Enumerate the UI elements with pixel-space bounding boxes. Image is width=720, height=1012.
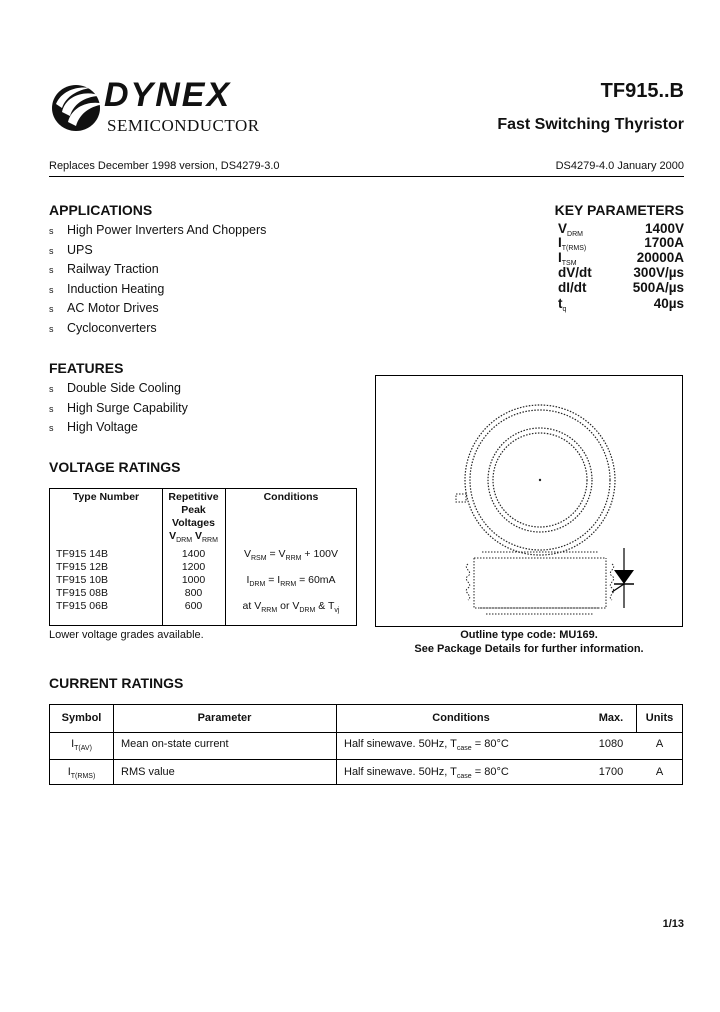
brand-name: DYNEX	[104, 76, 232, 114]
col-header-parameter: Parameter	[197, 712, 252, 724]
key-param-row: dI/dt 500A/µs	[558, 280, 684, 295]
key-param-row: $I_{TSM}$ 20000A	[558, 250, 684, 267]
col-header-conditions: Conditions	[432, 712, 490, 724]
features-title: FEATURES	[49, 360, 124, 376]
product-subtitle: Fast Switching Thyristor	[497, 116, 684, 133]
key-param-row: dV/dt 300V/µs	[558, 265, 684, 280]
key-param-row: $t_q$ 40µs	[558, 296, 684, 313]
parameter-cell: Mean on-state current	[121, 738, 229, 750]
voltage-ratings-table	[49, 488, 357, 626]
page-number: 1/13	[662, 918, 684, 930]
col-header-max: Max.	[598, 712, 624, 724]
dynex-logo-mark	[48, 82, 108, 134]
voltage-cell: 1200	[181, 561, 206, 573]
voltage-cell: 1000	[181, 574, 206, 586]
type-cell: TF915 08B	[56, 587, 108, 599]
max-cell: 1700	[598, 766, 624, 778]
list-item: s UPS	[49, 242, 93, 257]
package-caption-1: Outline type code: MU169.	[460, 629, 598, 641]
voltage-ratings-title: VOLTAGE RATINGS	[49, 459, 181, 475]
current-ratings-title: CURRENT RATINGS	[49, 675, 184, 691]
type-cell: TF915 10B	[56, 574, 108, 586]
list-item: s High Power Inverters And Choppers	[49, 223, 267, 237]
col-header-type: Type Number	[72, 491, 140, 503]
symbol-cell: $I_{T(AV)}$	[71, 738, 92, 752]
part-number: TF915..B	[600, 80, 684, 102]
condition-cell: Half sinewave. 50Hz, $T_{case} = 80^\circ C$	[344, 766, 509, 780]
voltage-column	[162, 548, 225, 613]
condition-1: $V_{RSM} = V_{RRM} + 100V$	[243, 548, 338, 562]
table-row	[50, 766, 682, 782]
type-cell: TF915 06B	[56, 600, 108, 612]
type-column	[56, 548, 108, 613]
col-header-symbol: Symbol	[61, 712, 102, 724]
key-param-row: $V_{DRM}$ 1400V	[558, 221, 684, 238]
list-item: s Double Side Cooling	[49, 381, 181, 395]
type-cell: TF915 14B	[56, 548, 108, 560]
list-item: s High Voltage	[49, 420, 138, 435]
col-header-voltages: Repetitive Peak Voltages $V_{DRM}$ $V_{RRM}$	[168, 491, 219, 544]
key-param-row: $I_{T(RMS)}$ 1700A	[558, 235, 684, 252]
thyristor-symbol-icon	[609, 548, 639, 608]
list-item: s Cycloconverters	[49, 320, 157, 335]
features-list	[49, 381, 188, 440]
package-caption-2: See Package Details for further information.	[414, 643, 644, 655]
parameter-cell: RMS value	[121, 766, 175, 778]
list-item: s High Surge Capability	[49, 400, 188, 415]
brand-sub: SEMICONDUCTOR	[107, 116, 260, 135]
list-item: s Railway Traction	[49, 262, 159, 277]
header-divider	[49, 176, 684, 177]
symbol-cell: $I_{T(RMS)}$	[67, 766, 96, 780]
unit-cell: A	[655, 766, 664, 778]
voltage-note: Lower voltage grades available.	[49, 629, 204, 641]
applications-list	[49, 223, 266, 341]
current-ratings-table	[49, 704, 683, 785]
condition-3: at $V_{RRM}$ or $V_{DRM}$ & $T_{vj}$	[242, 600, 340, 614]
voltage-cell: 600	[184, 600, 203, 612]
list-item: s AC Motor Drives	[49, 301, 159, 316]
table-row	[50, 738, 682, 754]
voltage-cell: 1400	[181, 548, 206, 560]
type-cell: TF915 12B	[56, 561, 108, 573]
doc-id: DS4279-4.0 January 2000	[555, 160, 684, 172]
replaces-note: Replaces December 1998 version, DS4279-3.0	[49, 160, 280, 172]
list-item: s Induction Heating	[49, 281, 165, 296]
col-header-conditions: Conditions	[263, 491, 319, 503]
col-header-units: Units	[645, 712, 674, 724]
max-cell: 1080	[598, 738, 624, 750]
unit-cell: A	[655, 738, 664, 750]
applications-title: APPLICATIONS	[49, 202, 153, 218]
key-parameters-title: KEY PARAMETERS	[554, 202, 684, 218]
package-outline-box	[375, 375, 683, 627]
condition-cell: Half sinewave. 50Hz, $T_{case} = 80^\circ C$	[344, 738, 509, 752]
voltage-cell: 800	[184, 587, 203, 599]
condition-2: $I_{DRM} = I_{RRM} = 60mA$	[246, 574, 336, 588]
